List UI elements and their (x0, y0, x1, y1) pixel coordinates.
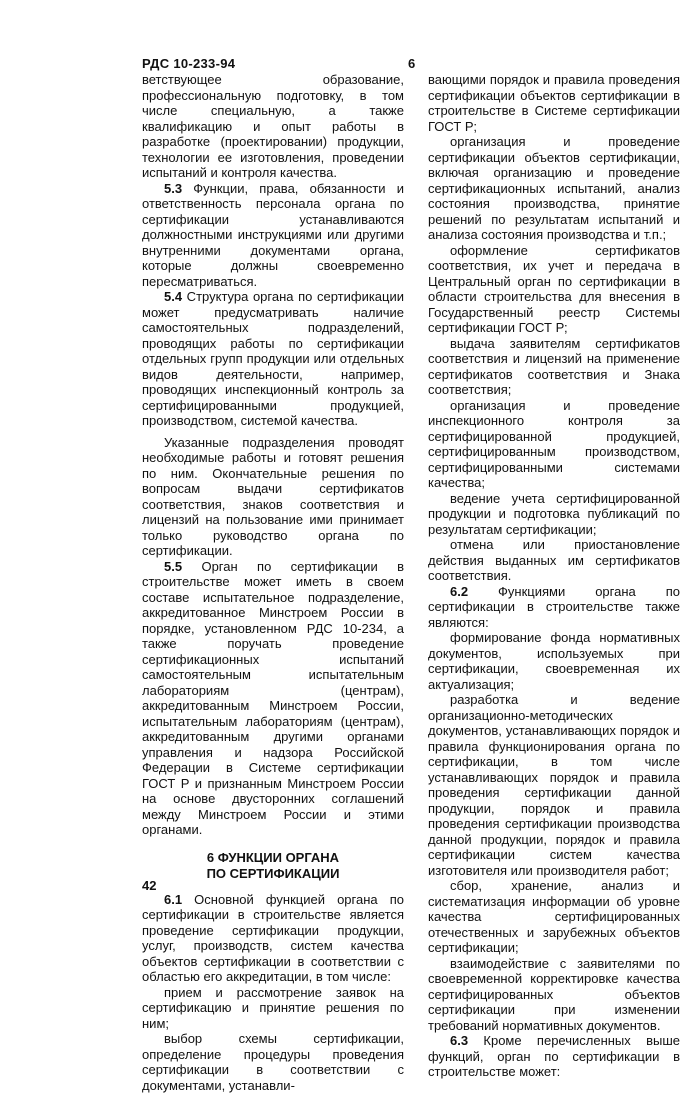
paragraph: вающими порядок и правила проведения сертификации объектов сертификации в строительстве в Системе сертификации ГОСТ Р; (428, 72, 680, 134)
paragraph: выбор схемы сертификации, определение процедуры проведения сертификации в соответствии с документами, устанавли- (142, 1031, 404, 1093)
section-heading-line: 6 ФУНКЦИИ ОРГАНА (206, 849, 340, 865)
clause-number: 6.1 (164, 891, 183, 907)
paragraph: отмена или приостановление действия выданных им сертификатов соответствия. (428, 537, 680, 583)
paragraph-text: Функции, права, обязанности и ответственность персонала органа по сертификации устанавливаются должностными инструкциями или другими внутренними документами органа, которые должны своевременно пересматриваться. (142, 180, 404, 289)
paragraph: оформление сертификатов соответствия, их учет и передача в Центральный орган по сертификации в области строительства для внесения в Государственный реестр Системы сертификации ГОСТ Р; (428, 242, 680, 335)
paragraph: формирование фонда нормативных документов, используемых при сертификации, своевременная их актуализация; (428, 630, 680, 692)
paragraph: сбор, хранение, анализ и систематизация информации об уровне качества сертифицированных отечественных и зарубежных объектов сертификации; (428, 878, 680, 955)
paragraph: прием и рассмотрение заявок на сертификацию и принятие решения по ним; (142, 984, 404, 1031)
footer-page-number: 42 (142, 878, 157, 893)
left-column (142, 72, 404, 1093)
paragraph-text: Кроме перечисленных выше функций, орган по сертификации в строительстве может: (428, 1033, 680, 1079)
paragraph: ветствующее образование, профессиональную подготовку, в том числе специальную, а также квалификацию и опыт работы в разработке (проектировании) продукции, технологии ее изготовления, проведении испытаний и контроля качества. (142, 72, 404, 180)
paragraph: организация и проведение сертификации объектов сертификации, включая организацию и проведение сертификационных испытаний, анализ состояния производства, принятие решений по результатам испытаний и анализа состояния производства и т.п.; (428, 134, 680, 242)
paragraph: разработка и ведение организационно-методических документов, устанавливающих порядок и правила функционирования органа по сертификации, в том числе устанавливающих порядок и правила проведения сертификации данной продукции, порядок и правила проведения сертификации производства данной продукции, порядок и правила сертификации систем качества изготовителя или производителя работ; (428, 692, 680, 878)
paragraph-text: Орган по сертификации в строительстве может иметь в своем составе испытательное подразделение, аккредитованное Минстроем России в порядке, установленном РДС 10-234, а также поручать проведение сертификационных испытаний самостоятельным испытательным лабораториям (центрам), аккредитованным Минстроем России, испытательным лабораториям (центрам), аккредитованным другими органами управления и надзора Российской Федерации в Системе сертификации ГОСТ Р и признанным Минстроем России на основе двусторонних соглашений между Минстроем России и этими органами. (142, 558, 404, 837)
clause-number: 5.4 (164, 289, 183, 304)
clause-number: 5.5 (164, 558, 183, 574)
paragraph: ведение учета сертифицированной продукции и подготовка публикаций по результатам сертификации; (428, 490, 680, 537)
right-column (428, 72, 680, 1080)
paragraph-6-2 (428, 584, 680, 631)
paragraph-5-3 (142, 181, 404, 290)
paragraph-6-3 (428, 1033, 680, 1080)
clause-number: 6.3 (450, 1033, 469, 1048)
paragraph-5-5 (142, 559, 404, 838)
clause-number: 5.3 (164, 180, 183, 196)
paragraph-6-1 (142, 892, 404, 985)
paragraph: взаимодействие с заявителями по своевременной корректировке качества сертифицированных объектов сертификации при изменении требований нормативных документов. (428, 955, 680, 1033)
clause-number: 6.2 (450, 583, 469, 599)
paragraph: выдача заявителям сертификатов соответствия и лицензий на применение сертификатов соответствия и Знака соответствия; (428, 335, 680, 397)
header-page-number: 6 (408, 56, 416, 71)
paragraph-text: Структура органа по сертификации может предусматривать наличие самостоятельных подразделений, проводящих работы по сертификации отдельных групп продукции или отдельных видов деятельности, например, проводящих инспекционный контроль за сертифицированными продукцией, производством, системой качества. (142, 289, 404, 428)
section-heading (142, 850, 404, 882)
paragraph: организация и проведение инспекционного контроля за сертифицированной продукцией, сертифицированным производством, сертифицированными системами качества; (428, 397, 680, 490)
section-heading-line: ПО СЕРТИФИКАЦИИ (206, 865, 340, 881)
paragraph-text: Основной функцией органа по сертификации в строительстве является проведение сертификации продукции, услуг, производств, систем качества объектов сертификации в соответствии с областью его аккредитации, в том числе: (142, 891, 404, 984)
paragraph-5-4 (142, 289, 404, 429)
paragraph-text: Функциями органа по сертификации в строительстве также являются: (428, 583, 680, 630)
document-code: РДС 10-233-94 (142, 56, 236, 71)
paragraph: Указанные подразделения проводят необходимые работы и готовят решения по ним. Окончательные решения по вопросам выдачи сертификатов соответствия, знаков соответствия и лицензий на пользование ими принимает только руководство органа по сертификации. (142, 434, 404, 558)
